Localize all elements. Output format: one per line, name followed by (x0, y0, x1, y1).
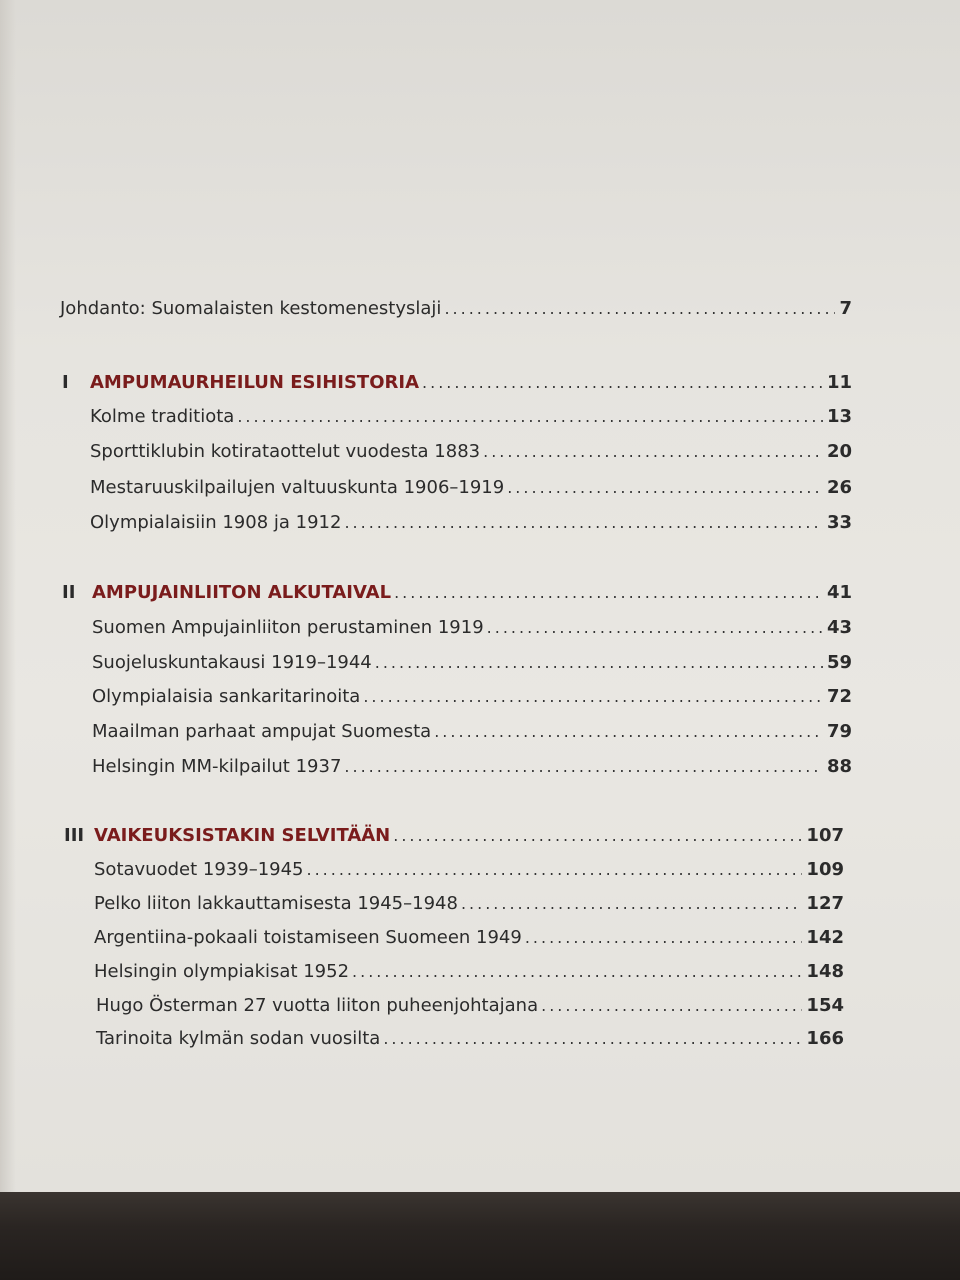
dot-leader (507, 478, 823, 497)
dot-leader (444, 299, 835, 318)
toc-chapter (92, 721, 852, 742)
chapter-page: 43 (826, 617, 852, 638)
chapter-title: Olympialaisia sankaritarinoita (92, 686, 361, 707)
dot-leader (344, 513, 822, 532)
chapter-page: 142 (806, 927, 844, 948)
dot-leader (483, 442, 823, 461)
dot-leader (525, 928, 803, 947)
chapter-page: 59 (826, 652, 852, 673)
dot-leader (344, 757, 823, 776)
part-title: AMPUJAINLIITON ALKUTAIVAL (92, 582, 392, 603)
background-surface (0, 1192, 960, 1280)
part-page: 107 (806, 825, 844, 846)
chapter-title: Mestaruuskilpailujen valtuuskunta 1906–1919 (90, 477, 505, 498)
dot-leader (393, 826, 802, 845)
chapter-page: 26 (826, 477, 852, 498)
chapter-page: 166 (806, 1028, 844, 1049)
chapter-title: Sporttiklubin kotirataottelut vuodesta 1883 (90, 441, 481, 462)
toc-chapter (90, 512, 852, 533)
dot-leader (363, 687, 823, 706)
part-numeral: II (62, 582, 76, 603)
toc-chapter (90, 477, 852, 498)
toc-chapter (92, 686, 852, 707)
chapter-title: Sotavuodet 1939–1945 (94, 859, 304, 880)
part-numeral: III (64, 825, 85, 846)
chapter-title: Argentiina-pokaali toistamiseen Suomeen 1949 (94, 927, 522, 948)
dot-leader (541, 996, 802, 1015)
chapter-page: 109 (806, 859, 844, 880)
chapter-title: Maailman parhaat ampujat Suomesta (92, 721, 432, 742)
toc-chapter (90, 406, 852, 427)
dot-leader (394, 583, 823, 602)
chapter-page: 20 (826, 441, 852, 462)
part-numeral: I (62, 372, 69, 393)
dot-leader (461, 894, 802, 913)
dot-leader (237, 407, 823, 426)
toc-chapter (94, 961, 844, 982)
chapter-page: 33 (826, 512, 852, 533)
toc-chapter (90, 441, 852, 462)
part-page: 41 (826, 582, 852, 603)
part-heading (94, 825, 844, 846)
toc-chapter (96, 995, 844, 1016)
toc-chapter (92, 756, 852, 777)
dot-leader (307, 860, 803, 879)
toc-chapter (96, 1028, 844, 1049)
dot-leader (352, 962, 802, 981)
chapter-title: Hugo Österman 27 vuotta liiton puheenjohtajana (96, 995, 539, 1016)
toc-chapter (92, 617, 852, 638)
dot-leader (487, 618, 823, 637)
chapter-title: Helsingin olympiakisat 1952 (94, 961, 350, 982)
chapter-page: 127 (806, 893, 844, 914)
toc-intro-title: Johdanto: Suomalaisten kestomenestyslaji (60, 298, 442, 319)
part-page: 11 (826, 372, 852, 393)
chapter-page: 148 (806, 961, 844, 982)
part-title: AMPUMAURHEILUN ESIHISTORIA (90, 372, 420, 393)
chapter-page: 13 (826, 406, 852, 427)
dot-leader (383, 1029, 802, 1048)
chapter-page: 72 (826, 686, 852, 707)
chapter-title: Suojeluskuntakausi 1919–1944 (92, 652, 372, 673)
chapter-title: Suomen Ampujainliiton perustaminen 1919 (92, 617, 484, 638)
chapter-title: Kolme traditiota (90, 406, 235, 427)
dot-leader (434, 722, 823, 741)
part-title: VAIKEUKSISTAKIN SELVITÄÄN (94, 825, 391, 846)
part-heading (90, 372, 852, 393)
toc-chapter (94, 859, 844, 880)
chapter-title: Tarinoita kylmän sodan vuosilta (96, 1028, 381, 1049)
toc-intro-page: 7 (839, 298, 852, 319)
dot-leader (375, 653, 823, 672)
chapter-page: 88 (826, 756, 852, 777)
chapter-title: Olympialaisiin 1908 ja 1912 (90, 512, 342, 533)
chapter-title: Pelko liiton lakkauttamisesta 1945–1948 (94, 893, 458, 914)
part-heading (92, 582, 852, 603)
toc-chapter (92, 652, 852, 673)
chapter-title: Helsingin MM-kilpailut 1937 (92, 756, 342, 777)
chapter-page: 79 (826, 721, 852, 742)
toc-chapter (94, 927, 844, 948)
toc-intro (60, 298, 852, 319)
chapter-page: 154 (806, 995, 844, 1016)
dot-leader (422, 373, 823, 392)
toc-chapter (94, 893, 844, 914)
